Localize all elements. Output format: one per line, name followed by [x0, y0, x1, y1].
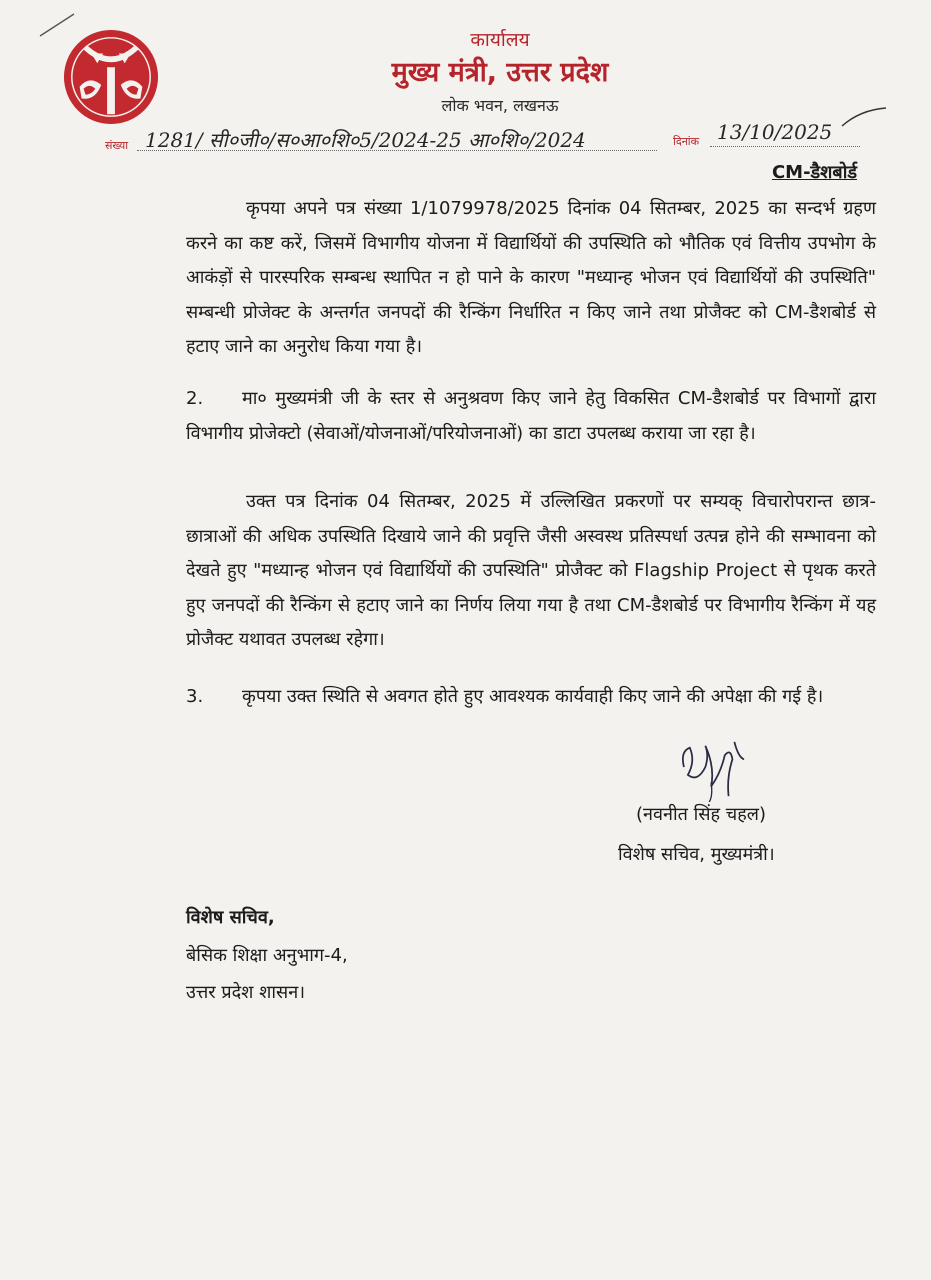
- paragraph-4: [186, 680, 876, 715]
- office-label: कार्यालय: [470, 29, 530, 51]
- date-label: दिनांक: [673, 135, 700, 148]
- recipient-line-2: बेसिक शिक्षा अनुभाग-4,: [186, 945, 348, 966]
- paragraph-2-text: मा० मुख्यमंत्री जी के स्तर से अनुश्रवण किए जाने हेतु विकसित CM-डैशबोर्ड पर विभागों द्वारा विभागीय प्रोजेक्टो (सेवाओं/योजनाओं/परियोजनाओं) का डाटा उपलब्ध कराया जा रहा है।: [186, 388, 876, 444]
- recipient-line-1: विशेष सचिव,: [186, 907, 275, 928]
- reference-date: 13/10/2025: [717, 120, 833, 144]
- paragraph-2-number: 2.: [186, 388, 204, 409]
- recipient-line-3: उत्तर प्रदेश शासन।: [186, 982, 306, 1003]
- paragraph-3: उक्त पत्र दिनांक 04 सितम्बर, 2025 में उल्लिखित प्रकरणों पर सम्यक् विचारोपरान्त छात्र-छात्राओं की अधिक उपस्थिति दिखाये जाने की प्रवृत्ति जैसी अस्वस्थ प्रतिस्पर्धा उत्पन्न होने की सम्भावना को देखते हुए "मध्यान्ह भोजन एवं विद्यार्थियों की उपस्थिति" प्रोजैक्ट को Flagship Project से पृथक करते हुए जनपदों की रैन्किंग से हटाए जाने का निर्णय लिया गया है तथा CM-डैशबोर्ड पर विभागीय रैन्किंग में यह प्रोजैक्ट यथावत उपलब्ध रहेगा।: [186, 491, 876, 650]
- reference-row: [105, 122, 875, 162]
- date-flourish: [840, 106, 890, 130]
- signatory-name: (नवनीत सिंह चहल): [636, 804, 766, 825]
- paragraph-4-text: कृपया उक्त स्थिति से अवगत होते हुए आवश्यक कार्यवाही किए जाने की अपेक्षा की गई है।: [242, 686, 824, 707]
- date-underline: [710, 146, 860, 147]
- signatory-designation: विशेष सचिव, मुख्यमंत्री।: [618, 844, 775, 865]
- paragraph-2: [186, 382, 876, 451]
- corner-scribble: [38, 10, 78, 40]
- paragraph-4-number: 3.: [186, 686, 204, 707]
- paragraph-1: कृपया अपने पत्र संख्या 1/1079978/2025 दिनांक 04 सितम्बर, 2025 का सन्दर्भ ग्रहण करने का कष्ट करें, जिसमें विभागीय योजना में विद्यार्थियों की उपस्थिति को भौतिक एवं वित्तीय उपभोग के आकंड़ों से पारस्परिक सम्बन्ध स्थापित न हो पाने के कारण "मध्यान्ह भोजन एवं विद्यार्थियों की उपस्थिति" सम्बन्धी प्रोजेक्ट के अन्तर्गत जनपदों की रैन्किंग निर्धारित न किए जाने तथा प्रोजैक्ट को CM-डैशबोर्ड से हटाए जाने का अनुरोध किया गया है।: [186, 198, 876, 357]
- office-address: लोक भवन, लखनऊ: [441, 96, 559, 115]
- up-state-emblem-icon: [62, 28, 160, 126]
- handwritten-signature: [676, 738, 754, 802]
- office-title: मुख्य मंत्री, उत्तर प्रदेश: [391, 57, 609, 88]
- subject-tag: CM-डैशबोर्ड: [771, 162, 857, 183]
- number-label: संख्या: [105, 139, 129, 152]
- reference-number: 1281/ सी०जी०/स०आ०शि०5/2024-25 आ०शि०/2024: [145, 128, 586, 152]
